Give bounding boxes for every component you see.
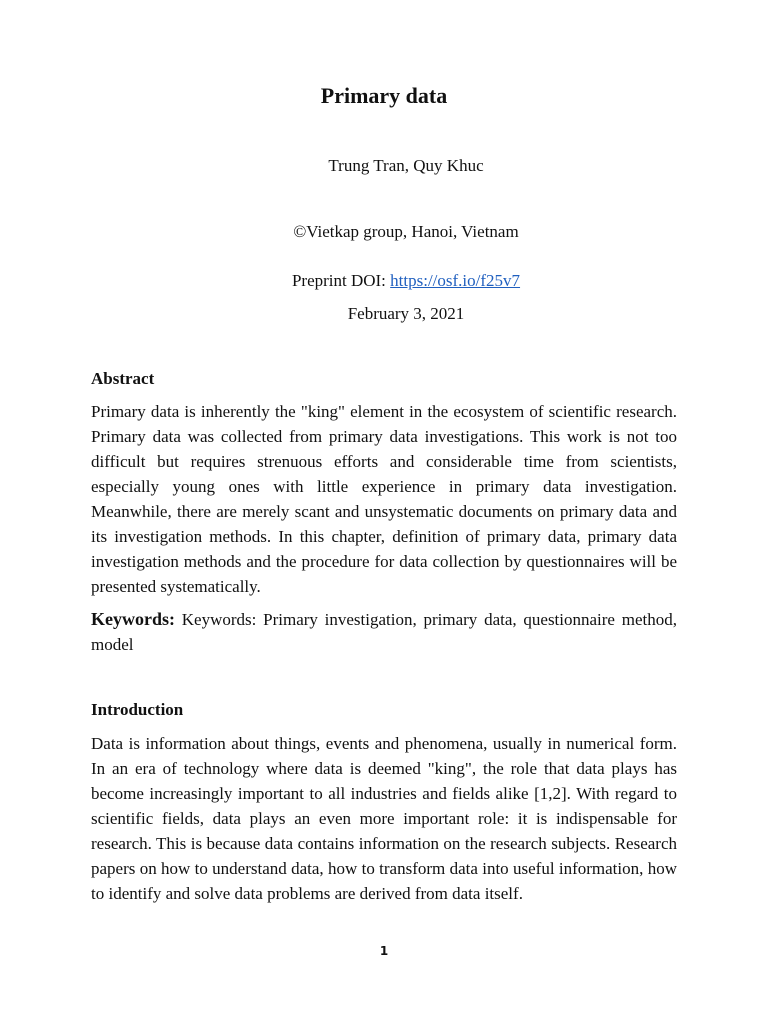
- abstract-heading: Abstract: [91, 369, 155, 388]
- paper-title: Primary data: [320, 83, 448, 108]
- abstract-paragraph: Primary data is inherently the "king" element in the ecosystem of scientific research. Primary data was collected from primary data investigations. This work is not too difficult but requires strenuous efforts and considerable time from scientists, especially young ones with little experience in primary data investigation. Meanwhile, there are merely scant and unsystematic documents on primary data and its investigation methods. In this chapter, definition of primary data, primary data investigation methods and the procedure for data collection by questionnaires will be presented systematically.: [91, 402, 677, 596]
- paper-date: February 3, 2021: [347, 304, 465, 323]
- introduction-paragraph: Data is information about things, events and phenomena, usually in numerical form. In an era of technology where data is deemed "king", the role that data plays has become increasingly important to all industries and fields alike [1,2]. With regard to scientific fields, data plays an even more important role: it is indispensable for research. This is because data contains information on the research subjects. Research papers on how to understand data, how to transform data into useful information, how to identify and solve data problems are derived from data itself.: [91, 734, 677, 903]
- page-number: 1: [379, 944, 389, 958]
- keywords-text: Keywords: Primary investigation, primary data, questionnaire method, model: [91, 610, 677, 654]
- paper-authors: Trung Tran, Quy Khuc: [328, 156, 484, 175]
- paper-affiliation: ©Vietkap group, Hanoi, Vietnam: [293, 222, 519, 241]
- keywords-label: Keywords:: [91, 609, 175, 629]
- introduction-heading: Introduction: [91, 700, 184, 719]
- doi-link[interactable]: https://osf.io/f25v7: [390, 271, 521, 290]
- doi-prefix: Preprint DOI:: [291, 271, 391, 290]
- keywords-paragraph: [91, 607, 677, 657]
- paper-doi-line: [0, 270, 768, 292]
